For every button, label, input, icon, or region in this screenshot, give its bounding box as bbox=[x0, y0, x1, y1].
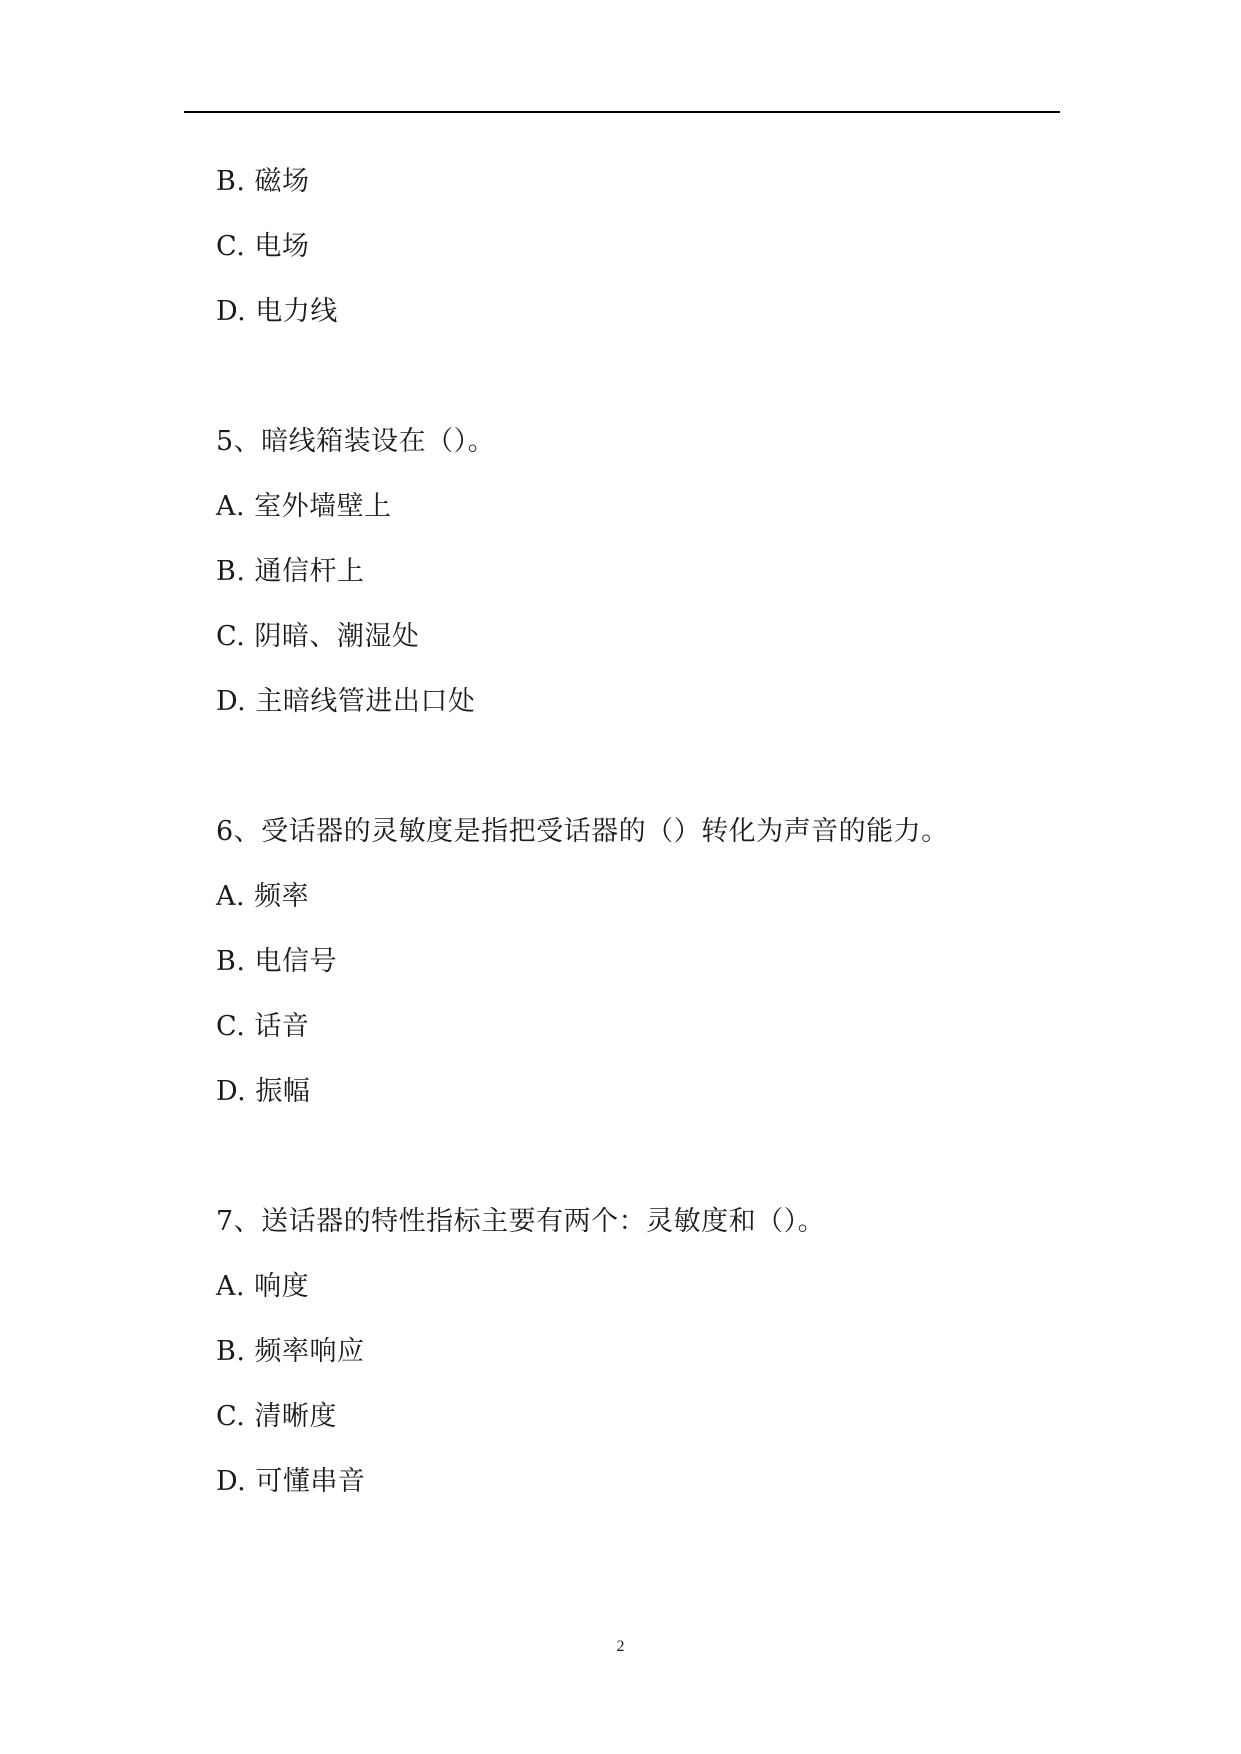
page-number: 2 bbox=[616, 1638, 625, 1655]
option-a: A. 响度 bbox=[216, 1271, 310, 1302]
option-d: D. 可懂串音 bbox=[216, 1466, 366, 1497]
option-a: A. 频率 bbox=[216, 881, 310, 912]
option-b: B. 磁场 bbox=[216, 166, 310, 197]
option-c: C. 阴暗、潮湿处 bbox=[216, 621, 420, 652]
question-stem: 5、暗线箱装设在（）。 bbox=[216, 426, 496, 457]
option-b: B. 电信号 bbox=[216, 946, 338, 977]
option-c: C. 清晰度 bbox=[216, 1401, 337, 1432]
header-rule bbox=[184, 111, 1060, 113]
option-b: B. 频率响应 bbox=[216, 1336, 365, 1367]
option-c: C. 话音 bbox=[216, 1011, 310, 1042]
question-stem: 6、受话器的灵敏度是指把受话器的（）转化为声音的能力。 bbox=[216, 816, 949, 847]
option-d: D. 振幅 bbox=[216, 1076, 311, 1107]
option-c: C. 电场 bbox=[216, 231, 310, 262]
question-stem: 7、送话器的特性指标主要有两个：灵敏度和（）。 bbox=[216, 1206, 826, 1237]
option-a: A. 室外墙壁上 bbox=[216, 491, 392, 522]
option-d: D. 主暗线管进出口处 bbox=[216, 686, 476, 717]
option-d: D. 电力线 bbox=[216, 296, 338, 327]
option-b: B. 通信杆上 bbox=[216, 556, 365, 587]
